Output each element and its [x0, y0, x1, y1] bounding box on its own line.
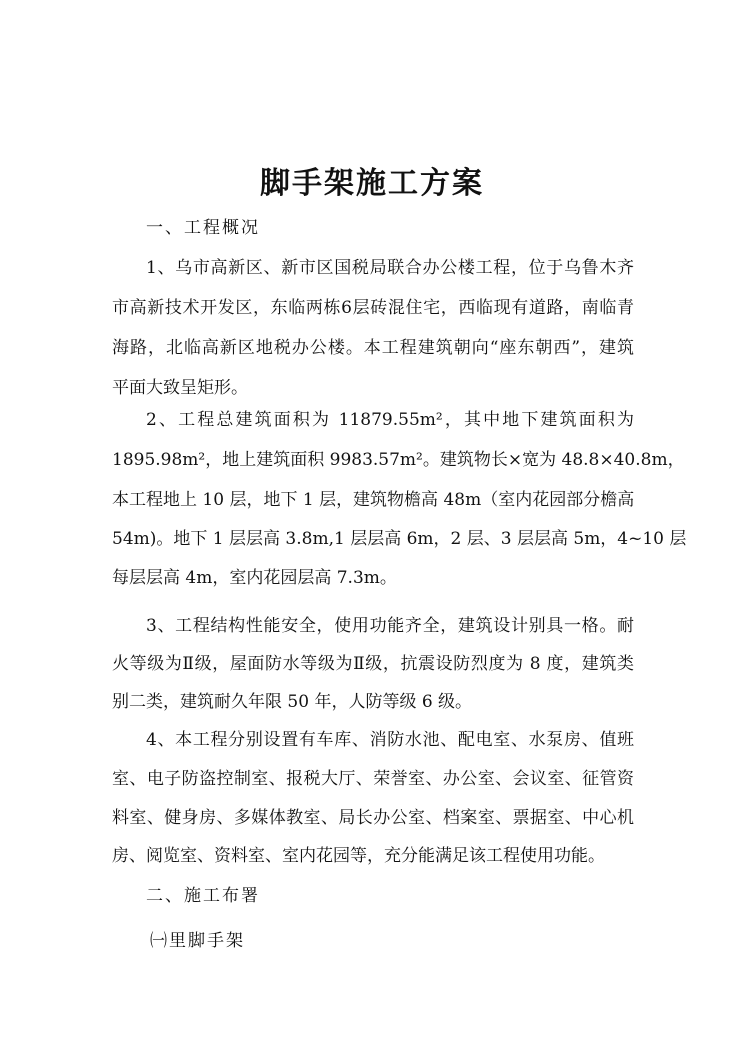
document-title: 脚手架施工方案: [260, 166, 484, 201]
paragraph-line: 海路，北临高新区地税办公楼。本工程建筑朝向“座东朝西”，建筑: [112, 338, 634, 358]
paragraph-line: 市高新技术开发区，东临两栋6层砖混住宅，西临现有道路，南临青: [112, 298, 634, 318]
subsection-heading: ㈠里脚手架: [150, 931, 245, 951]
paragraph-line: 每层层高 4m，室内花园层高 7.3m。: [112, 568, 397, 588]
section-heading: 二、施工布署: [146, 886, 260, 906]
paragraph-line: 3、工程结构性能安全，使用功能齐全，建筑设计别具一格。耐: [146, 616, 634, 636]
paragraph-line: 本工程地上 10 层，地下 1 层，建筑物檐高 48m（室内花园部分檐高: [112, 490, 635, 510]
section-heading: 一、工程概况: [146, 218, 260, 238]
paragraph-line: 别二类，建筑耐久年限 50 年，人防等级 6 级。: [112, 692, 473, 712]
paragraph-line: 室、电子防盗控制室、报税大厅、荣誉室、办公室、会议室、征管资: [112, 769, 634, 789]
paragraph-line: 1、乌市高新区、新市区国税局联合办公楼工程，位于乌鲁木齐: [146, 258, 634, 278]
paragraph-line: 4、本工程分别设置有车库、消防水池、配电室、水泵房、值班: [146, 730, 634, 750]
paragraph-line: 火等级为Ⅱ级，屋面防水等级为Ⅱ级，抗震设防烈度为 8 度，建筑类: [112, 654, 634, 674]
paragraph-line: 54m)。地下 1 层层高 3.8m,1 层层高 6m，2 层、3 层层高 5m，4~10 层: [112, 529, 687, 549]
paragraph-line: 1895.98m²，地上建筑面积 9983.57m²。建筑物长×宽为 48.8×40.8m，: [112, 450, 685, 470]
paragraph-line: 2、工程总建筑面积为 11879.55m²，其中地下建筑面积为: [146, 410, 634, 430]
paragraph-line: 房、阅览室、资料室、室内花园等，充分能满足该工程使用功能。: [112, 846, 605, 866]
paragraph-line: 料室、健身房、多媒体教室、局长办公室、档案室、票据室、中心机: [112, 808, 634, 828]
paragraph-line: 平面大致呈矩形。: [112, 378, 248, 398]
